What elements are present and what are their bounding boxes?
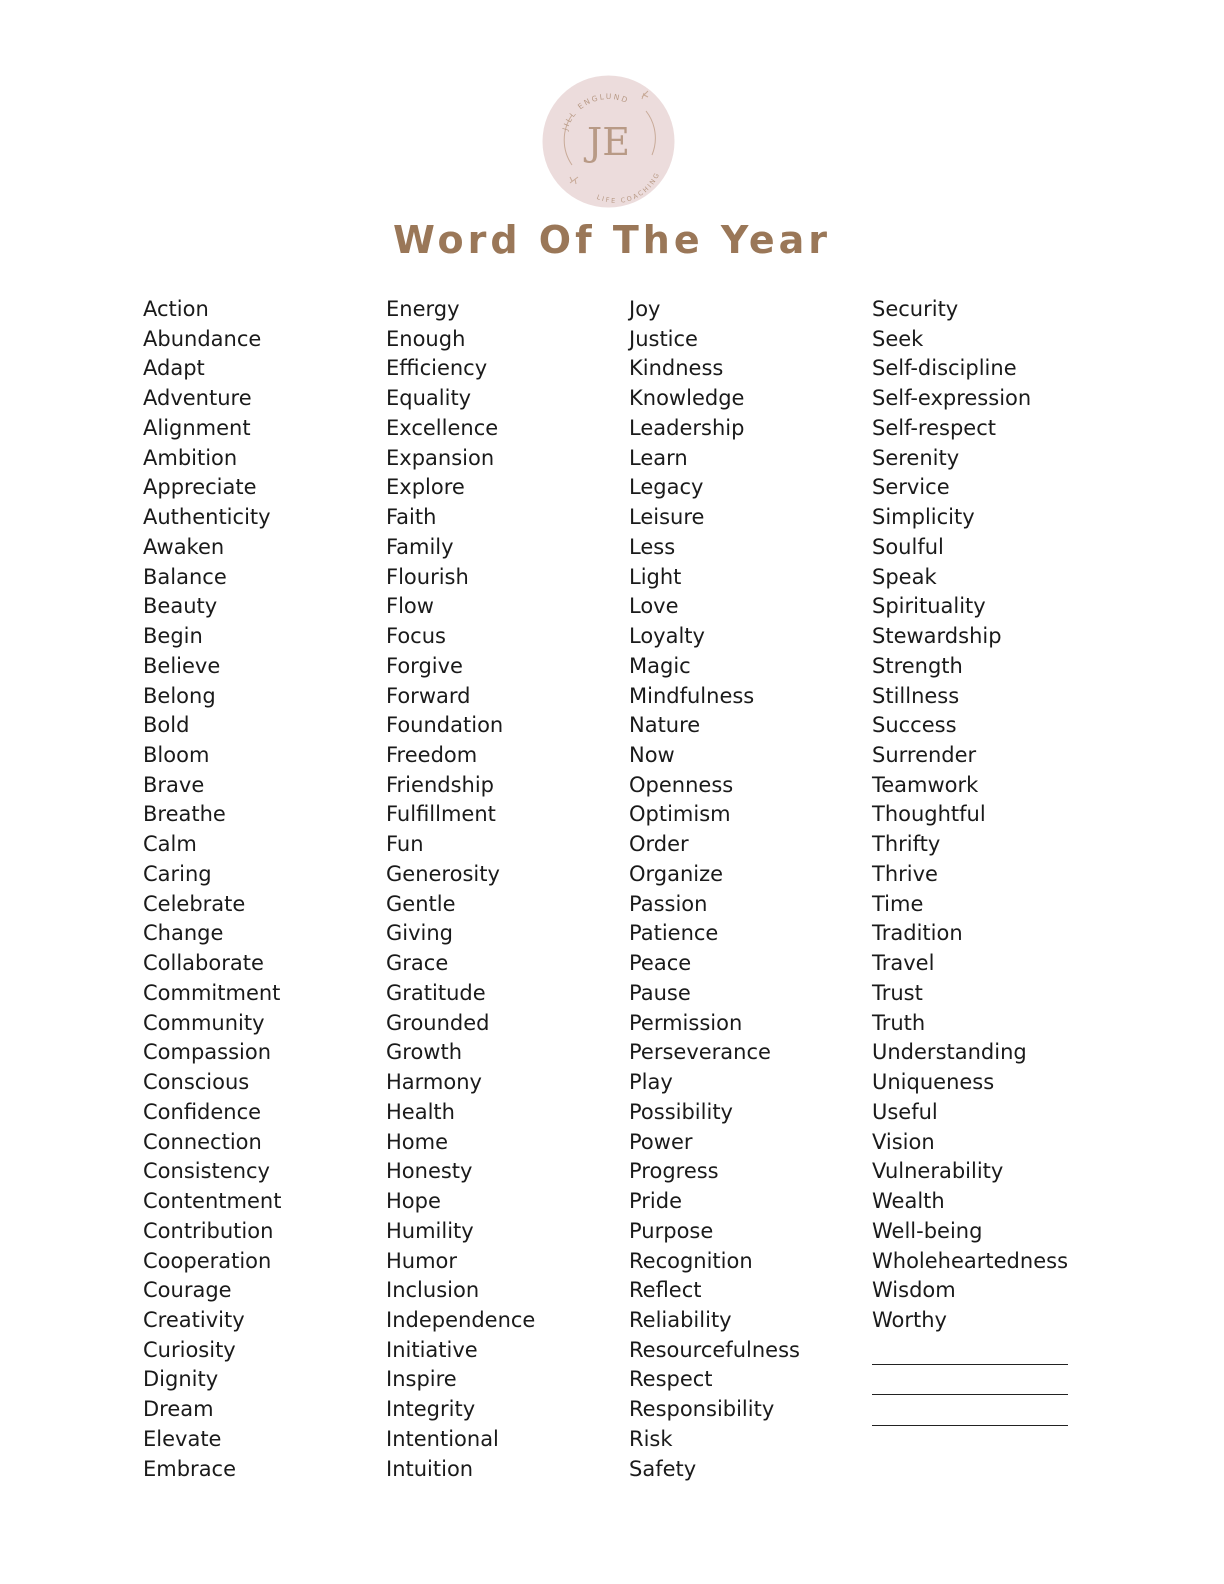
word-item: Calm [143,832,197,857]
word-item: Action [143,297,209,321]
word-item: Creativity [143,1307,245,1332]
word-item: Uniqueness [872,1070,995,1095]
word-item: Purpose [629,1218,714,1243]
word-item: Conscious [143,1070,250,1095]
word-item: Beauty [143,594,218,619]
word-item: Understanding [872,1040,1027,1065]
blank-write-in-line[interactable] [872,1366,1068,1395]
word-item: Generosity [386,861,500,886]
word-item: Growth [386,1040,463,1065]
word-item: Pride [629,1189,683,1214]
word-item: Believe [143,653,221,678]
word-item: Strength [872,653,963,678]
logo-ring-bottom: LIFE COACHING [595,170,662,205]
word-item: Gentle [386,891,456,916]
word-item: Independence [386,1307,536,1332]
blank-write-in-line[interactable] [872,1397,1068,1426]
word-item: Stewardship [872,624,1002,649]
word-item: Respect [629,1367,713,1392]
word-item: Ambition [143,445,238,470]
word-item: Begin [143,624,203,649]
word-item: Change [143,921,224,946]
word-item: Peace [629,951,692,976]
word-item: Safety [629,1456,697,1481]
word-item: Possibility [629,1099,733,1124]
word-item: Serenity [872,445,960,470]
word-item: Mindfulness [629,683,755,708]
word-item: Intentional [386,1426,499,1451]
word-item: Awaken [143,534,225,559]
word-item: Light [629,564,682,589]
word-column-2 [386,295,535,1484]
word-item: Passion [629,891,708,916]
word-item: Energy [386,297,460,321]
word-item: Honesty [386,1159,473,1184]
word-item: Friendship [386,772,494,797]
word-item: Focus [386,624,446,649]
word-item: Connection [143,1129,262,1154]
word-item: Giving [386,921,454,946]
word-item: Wealth [872,1189,945,1214]
word-item: Embrace [143,1456,237,1481]
word-item: Knowledge [629,386,745,411]
word-column-1 [143,295,281,1484]
word-column-4 [872,295,1068,1428]
word-item: Grace [386,951,449,976]
word-item: Home [386,1129,449,1154]
word-item: Initiative [386,1337,478,1362]
word-item: Dignity [143,1367,219,1392]
word-item: Thoughtful [872,802,986,827]
word-item: Humor [386,1248,458,1273]
word-item: Breathe [143,802,226,827]
word-item: Resourcefulness [629,1337,800,1362]
word-item: Magic [629,653,691,678]
word-item: Wisdom [872,1278,956,1303]
word-item: Hope [386,1189,441,1214]
word-item: Contentment [143,1189,282,1214]
word-item: Confidence [143,1099,262,1124]
word-item: Stillness [872,683,960,708]
word-item: Consistency [143,1159,270,1184]
word-item: Soulful [872,534,944,559]
word-item: Service [872,475,950,500]
word-item: Courage [143,1278,232,1303]
word-item: Authenticity [143,505,271,530]
word-item: Abundance [143,326,262,351]
word-item: Loyalty [629,624,705,649]
word-item: Community [143,1010,265,1035]
word-item: Teamwork [872,772,979,797]
word-item: Foundation [386,713,504,738]
word-item: Worthy [872,1307,947,1332]
word-item: Reliability [629,1307,732,1332]
word-item: Useful [872,1099,938,1124]
word-item: Joy [629,297,661,321]
word-item: Integrity [386,1397,476,1422]
word-item: Excellence [386,415,499,440]
word-item: Justice [629,326,698,351]
word-item: Self-respect [872,415,996,440]
word-item: Elevate [143,1426,222,1451]
word-item: Dream [143,1397,214,1422]
word-item: Responsibility [629,1397,775,1422]
word-item: Flourish [386,564,469,589]
word-item: Leadership [629,415,745,440]
word-item: Spirituality [872,594,986,619]
word-item: Gratitude [386,980,486,1005]
page-title: Word Of The Year [392,218,832,262]
word-item: Thrifty [872,832,941,857]
logo [542,75,675,208]
word-item: Well-being [872,1218,983,1243]
word-item: Pause [629,980,691,1005]
word-item: Curiosity [143,1337,236,1362]
word-item: Intuition [386,1456,474,1481]
word-item: Bloom [143,743,210,768]
logo-ring-top: JILL ENGLUND [560,91,631,132]
word-item: Inspire [386,1367,457,1392]
word-item: Brave [143,772,205,797]
word-item: Success [872,713,957,738]
word-item: Order [629,832,689,857]
word-item: Legacy [629,475,704,500]
word-item: Truth [872,1010,926,1035]
word-item: Compassion [143,1040,272,1065]
word-item: Patience [629,921,719,946]
word-item: Vulnerability [872,1159,1004,1184]
word-item: Contribution [143,1218,274,1243]
word-item: Security [872,297,959,321]
word-item: Self-expression [872,386,1032,411]
word-item: Nature [629,713,701,738]
word-item: Caring [143,861,212,886]
logo-badge [542,75,675,208]
word-item: Permission [629,1010,743,1035]
word-item: Risk [629,1426,673,1451]
word-item: Freedom [386,743,478,768]
word-item: Health [386,1099,455,1124]
word-item: Inclusion [386,1278,480,1303]
word-item: Openness [629,772,734,797]
word-item: Reflect [629,1278,702,1303]
word-item: Play [629,1070,673,1095]
word-item: Time [872,891,924,916]
word-item: Celebrate [143,891,246,916]
word-item: Now [629,743,675,768]
word-item: Progress [629,1159,719,1184]
word-item: Appreciate [143,475,257,500]
word-item: Harmony [386,1070,482,1095]
word-item: Explore [386,475,465,500]
word-item: Less [629,534,676,559]
word-item: Bold [143,713,190,738]
word-item: Grounded [386,1010,490,1035]
word-item: Speak [872,564,937,589]
word-item: Adapt [143,356,205,381]
word-item: Wholeheartedness [872,1248,1069,1273]
word-item: Family [386,534,454,559]
word-item: Adventure [143,386,252,411]
word-item: Thrive [872,861,938,886]
word-item: Equality [386,386,472,411]
word-item: Efficiency [386,356,488,381]
word-item: Forgive [386,653,463,678]
word-item: Power [629,1129,693,1154]
word-item: Leisure [629,505,705,530]
word-item: Recognition [629,1248,753,1273]
word-item: Vision [872,1129,935,1154]
word-item: Learn [629,445,688,470]
word-item: Belong [143,683,216,708]
word-item: Flow [386,594,434,619]
word-item: Enough [386,326,466,351]
word-item: Fulfillment [386,802,496,827]
word-item: Expansion [386,445,495,470]
word-item: Commitment [143,980,281,1005]
word-item: Balance [143,564,227,589]
word-item: Alignment [143,415,251,440]
word-item: Surrender [872,743,977,768]
logo-monogram: JE [587,120,630,164]
word-item: Simplicity [872,505,975,530]
word-item: Trust [872,980,923,1005]
word-item: Humility [386,1218,474,1243]
word-item: Seek [872,326,924,351]
word-item: Faith [386,505,437,530]
word-item: Collaborate [143,951,264,976]
word-item: Fun [386,832,424,857]
word-item: Travel [872,951,935,976]
word-item: Love [629,594,679,619]
word-item: Self-discipline [872,356,1017,381]
word-column-3 [629,295,800,1484]
word-item: Perseverance [629,1040,771,1065]
blank-write-in-line[interactable] [872,1336,1068,1365]
word-item: Kindness [629,356,724,381]
word-item: Tradition [872,921,963,946]
word-item: Organize [629,861,724,886]
word-item: Forward [386,683,471,708]
word-item: Optimism [629,802,731,827]
word-item: Cooperation [143,1248,272,1273]
